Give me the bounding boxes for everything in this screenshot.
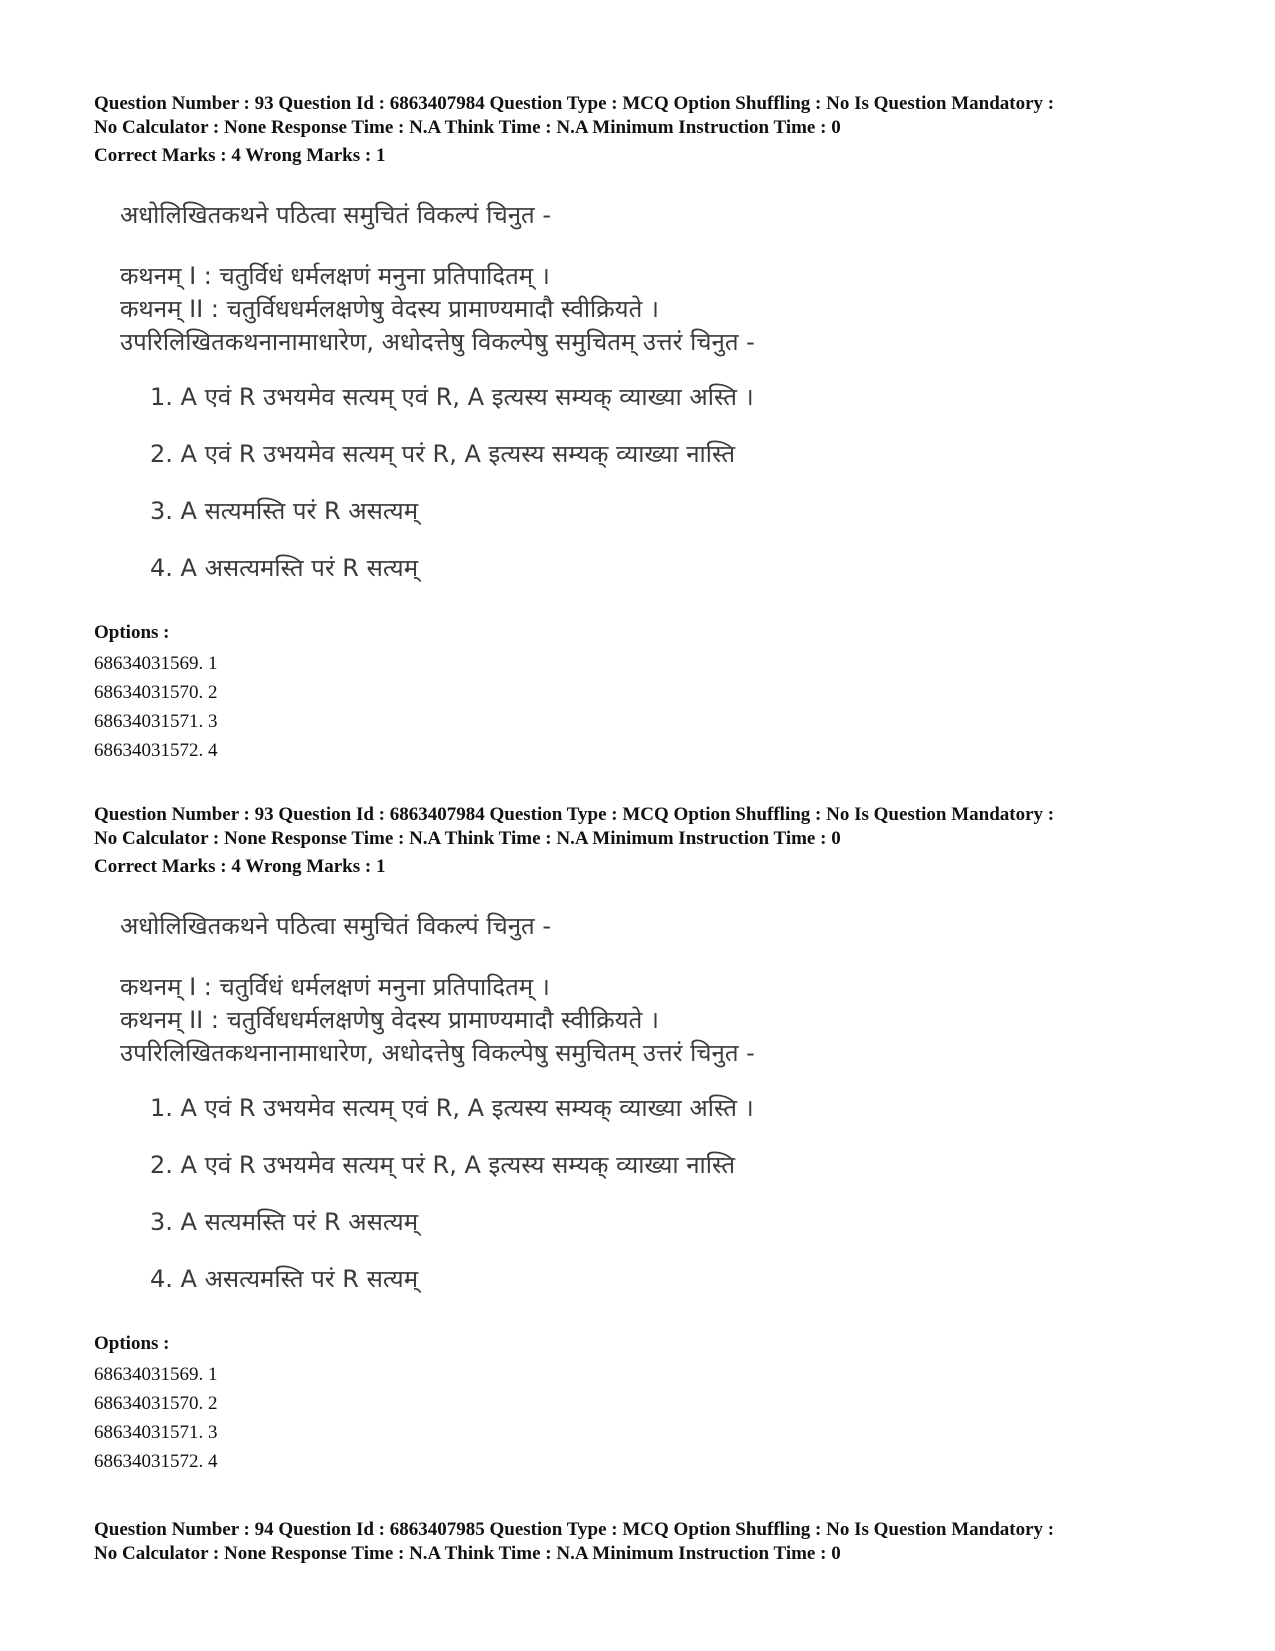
next-question-block — [94, 1518, 1194, 1566]
option-item: 68634031572. 4 — [94, 740, 218, 761]
question-instruction: अधोलिखितकथने पठित्वा समुचितं विकल्पं चिनुत - — [120, 912, 552, 940]
question-meta-line-2: No Calculator : None Response Time : N.A Think Time : N.A Minimum Instruction Time : 0 — [94, 828, 841, 849]
options-label: Options : — [94, 622, 170, 643]
statement-3: उपरिलिखितकथनानामाधारेण, अधोदत्तेषु विकल्पेषु समुचितम् उत्तरं चिनुत - — [120, 1039, 755, 1067]
question-marks: Correct Marks : 4 Wrong Marks : 1 — [94, 145, 386, 166]
choice-item: 2. A एवं R उभयमेव सत्यम् परं R, A इत्यस्य सम्यक् व्याख्या नास्ति — [150, 440, 736, 468]
statement-2: कथनम् II : चतुर्विधधर्मलक्षणेषु वेदस्य प्रामाण्यमादौ स्वीक्रियते । — [120, 1006, 660, 1034]
statement-1: कथनम् I : चतुर्विधं धर्मलक्षणं मनुना प्रतिपादितम् । — [120, 973, 550, 1001]
question-block — [94, 803, 1194, 1472]
question-block — [94, 92, 1194, 761]
statement-1: कथनम् I : चतुर्विधं धर्मलक्षणं मनुना प्रतिपादितम् । — [120, 262, 550, 290]
question-meta-line-1: Question Number : 93 Question Id : 6863407984 Question Type : MCQ Option Shuffling : No Is Question Mandatory : — [94, 93, 1055, 114]
options-label: Options : — [94, 1333, 170, 1354]
choice-item: 3. A सत्यमस्ति परं R असत्यम् — [150, 1208, 419, 1236]
statement-3: उपरिलिखितकथनानामाधारेण, अधोदत्तेषु विकल्पेषु समुचितम् उत्तरं चिनुत - — [120, 328, 755, 356]
choice-item: 1. A एवं R उभयमेव सत्यम् एवं R, A इत्यस्य सम्यक् व्याख्या अस्ति । — [150, 1094, 754, 1122]
option-item: 68634031570. 2 — [94, 682, 218, 703]
choice-item: 1. A एवं R उभयमेव सत्यम् एवं R, A इत्यस्य सम्यक् व्याख्या अस्ति । — [150, 383, 754, 411]
option-item: 68634031572. 4 — [94, 1451, 218, 1472]
question-marks: Correct Marks : 4 Wrong Marks : 1 — [94, 856, 386, 877]
option-item: 68634031569. 1 — [94, 1364, 218, 1385]
option-item: 68634031571. 3 — [94, 711, 218, 732]
question-meta-line-1: Question Number : 94 Question Id : 6863407985 Question Type : MCQ Option Shuffling : No Is Question Mandatory : — [94, 1519, 1055, 1540]
choice-item: 4. A असत्यमस्ति परं R सत्यम् — [150, 1265, 419, 1293]
choice-item: 2. A एवं R उभयमेव सत्यम् परं R, A इत्यस्य सम्यक् व्याख्या नास्ति — [150, 1151, 736, 1179]
option-item: 68634031569. 1 — [94, 653, 218, 674]
choice-item: 3. A सत्यमस्ति परं R असत्यम् — [150, 497, 419, 525]
question-meta-line-2: No Calculator : None Response Time : N.A Think Time : N.A Minimum Instruction Time : 0 — [94, 117, 841, 138]
options-list — [94, 1360, 218, 1476]
statement-2: कथनम् II : चतुर्विधधर्मलक्षणेषु वेदस्य प्रामाण्यमादौ स्वीक्रियते । — [120, 295, 660, 323]
option-item: 68634031571. 3 — [94, 1422, 218, 1443]
question-meta-line-1: Question Number : 93 Question Id : 6863407984 Question Type : MCQ Option Shuffling : No Is Question Mandatory : — [94, 804, 1055, 825]
options-list — [94, 649, 218, 765]
choice-item: 4. A असत्यमस्ति परं R सत्यम् — [150, 554, 419, 582]
question-meta-line-2: No Calculator : None Response Time : N.A Think Time : N.A Minimum Instruction Time : 0 — [94, 1543, 841, 1564]
option-item: 68634031570. 2 — [94, 1393, 218, 1414]
question-instruction: अधोलिखितकथने पठित्वा समुचितं विकल्पं चिनुत - — [120, 201, 552, 229]
